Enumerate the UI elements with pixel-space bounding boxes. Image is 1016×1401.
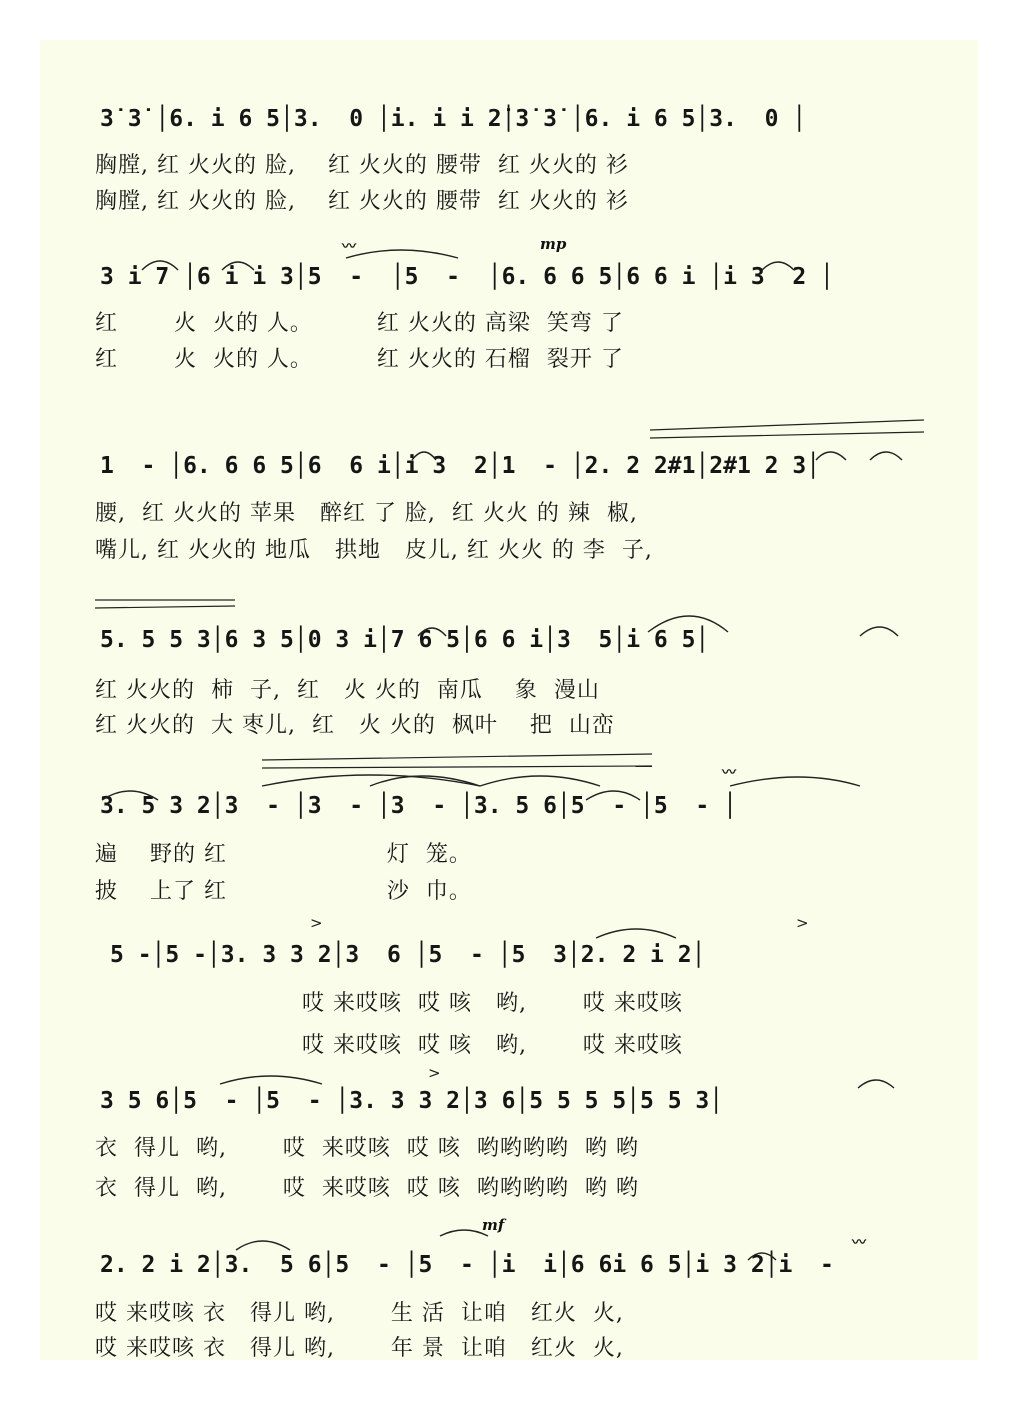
accent-mark: > (310, 914, 323, 932)
lyric-5-verse-2: 披 上了 红 沙 巾。 (95, 879, 472, 904)
notes-system-7: 3 5 6│5 - │5 - │3. 3 3 2│3 6│5 5 5 5│5 5 3│ (100, 1088, 724, 1114)
lyric-7-verse-2: 衣 得儿 哟, 哎 来哎咳 哎 咳 哟哟哟哟 哟 哟 (95, 1176, 639, 1201)
slur (222, 262, 254, 270)
dynamic-mp: mp (540, 235, 567, 253)
lyric-2-verse-2: 红 火 火的 人。 红 火火的 石榴 裂开 了 (95, 347, 624, 372)
slur (412, 452, 436, 460)
slur (762, 262, 794, 270)
dynamic-mf: mf (482, 1216, 505, 1234)
slur (586, 791, 640, 800)
lyric-1-verse-2: 胸膛, 红 火火的 脸, 红 火火的 腰带 红 火火的 衫 (95, 189, 629, 214)
lyric-5-verse-1: 遍 野的 红 灯 笼。 (95, 842, 472, 867)
slur (418, 628, 446, 636)
cresc-line (262, 754, 652, 760)
cresc-line (95, 606, 235, 608)
slur (870, 452, 902, 460)
slur (730, 777, 860, 786)
notes-system-1: 3̇ 3̇ │6. i 6 5│3. 0 │i. i i 2̇│3̇ 3̇ │6. i 6 5│3. 0 │ (100, 106, 807, 132)
trill-mark-3: 〰 (852, 1235, 863, 1251)
lyric-1-verse-1: 胸膛, 红 火火的 脸, 红 火火的 腰带 红 火火的 衫 (95, 153, 629, 178)
lyric-4-verse-1: 红 火火的 柿 子, 红 火 火的 南瓜 象 漫山 (95, 678, 600, 703)
lyric-2-verse-1: 红 火 火的 人。 红 火火的 高梁 笑弯 了 (95, 311, 624, 336)
slur (142, 261, 178, 270)
cresc-line (650, 420, 924, 430)
accent-mark-3: > (428, 1064, 441, 1082)
lyric-6-verse-1: 哎 来哎咳 哎 咳 哟, 哎 来哎咳 (302, 991, 683, 1016)
cresc-line (650, 432, 924, 438)
slur (236, 1241, 290, 1250)
slur (748, 1253, 776, 1260)
slur (860, 627, 898, 636)
notes-system-4: 5. 5 5 3│6 3 5│0 3 i│7 6 5│6 6 i│3 5│i 6 5│ (100, 627, 710, 653)
lyric-6-verse-2: 哎 来哎咳 哎 咳 哟, 哎 来哎咳 (302, 1033, 683, 1058)
trill-mark-2: 〰 (722, 765, 733, 781)
lyric-7-verse-1: 衣 得儿 哟, 哎 来哎咳 哎 咳 哟哟哟哟 哟 哟 (95, 1136, 639, 1161)
notes-system-6: 5 -│5 -│3. 3 3 2│3 6 │5 - │5 3│2. 2 i 2│ (110, 942, 706, 968)
lyric-4-verse-2: 红 火火的 大 枣儿, 红 火 火的 枫叶 把 山峦 (95, 713, 615, 738)
slur (596, 929, 676, 938)
lyric-3-verse-2: 嘴儿, 红 火火的 地瓜 拱地 皮儿, 红 火火 的 李 子, (95, 538, 653, 563)
cresc-line (262, 766, 652, 768)
notes-system-3: 1 - │6. 6 6 5│6 6 i│i 3 2│1 - │2. 2 2#1│2#1 2 3│ (100, 453, 821, 479)
sheet-page (40, 40, 978, 1360)
slur (262, 775, 480, 786)
notes-system-5: 3. 5 3 2│3 - │3 - │3 - │3. 5 6│5 - │5 - │ (100, 793, 737, 819)
slur (220, 1076, 322, 1084)
trill-mark: 〰 (342, 239, 353, 255)
slur (648, 616, 728, 632)
slur-overlay (40, 40, 978, 1360)
slur (858, 1080, 894, 1088)
lyric-8-verse-2: 哎 来哎咳 衣 得儿 哟, 年 景 让咱 红火 火, (95, 1336, 624, 1360)
lyric-8-verse-1: 哎 来哎咳 衣 得儿 哟, 生 活 让咱 红火 火, (95, 1301, 624, 1326)
slur (102, 791, 158, 800)
slur (440, 1230, 488, 1236)
slur (816, 452, 846, 460)
notes-system-2: 3 i 7 │6 i i 3│5 - │5 - │6. 6 6 5│6 6 i │i 3 2 │ (100, 264, 834, 290)
slur (346, 250, 458, 258)
slur (480, 776, 600, 786)
notes-system-8: 2. 2 i 2│3. 5 6│5 - │5 - │i i│6 6i 6 5│i 3 2│i - (100, 1252, 834, 1278)
accent-mark-2: > (796, 914, 809, 932)
lyric-3-verse-1: 腰, 红 火火的 苹果 醉红 了 脸, 红 火火 的 辣 椒, (95, 501, 638, 526)
